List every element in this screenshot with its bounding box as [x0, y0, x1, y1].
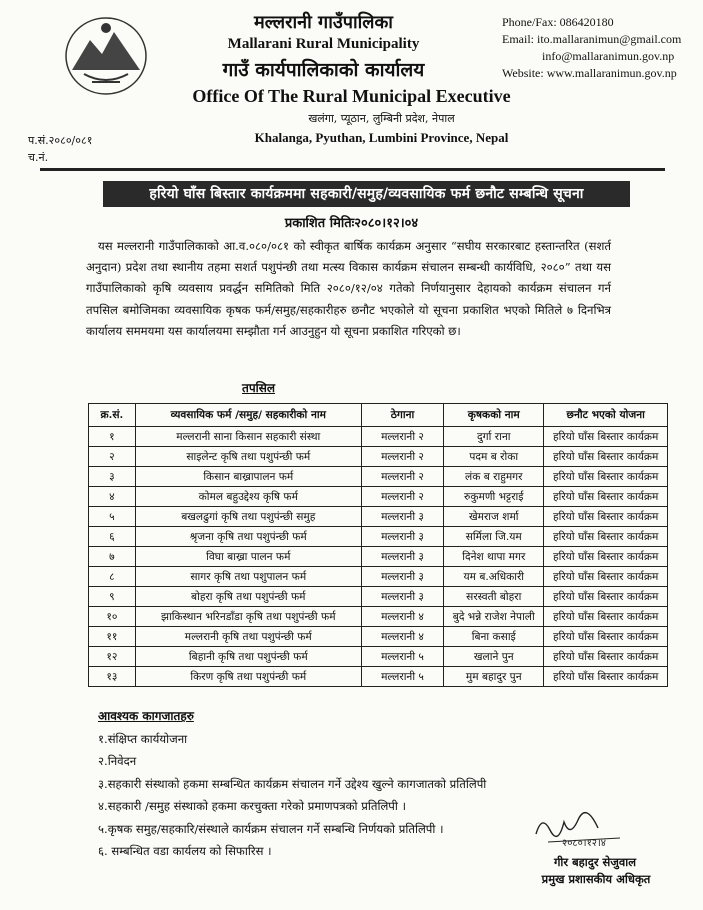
table-row: [89, 627, 668, 647]
table-row: [89, 487, 668, 507]
doc-item: ४.सहकारी /समुह संस्थाको हकमा करचुक्ता गरेको प्रमाणपत्रको प्रतिलिपी ।: [98, 799, 406, 814]
cell-farmer-name: लंक ब राहुमगर: [444, 467, 544, 487]
cell-address: मल्लरानी ३: [361, 587, 443, 607]
table-row: [89, 427, 668, 447]
cell-farmer-name: मुम बहादुर पुन: [444, 667, 544, 687]
cell-firm-name: विघा बाख्रा पालन फर्म: [135, 547, 361, 567]
table-row: [89, 607, 668, 627]
cell-scheme: हरियो घाँस बिस्तार कार्यक्रम: [544, 587, 668, 607]
cell-scheme: हरियो घाँस बिस्तार कार्यक्रम: [544, 507, 668, 527]
col-header-scheme: छनौट भएको योजना: [544, 404, 668, 427]
cell-address: मल्लरानी २: [361, 447, 443, 467]
table-row: [89, 667, 668, 687]
table-header-row: [89, 404, 668, 427]
cell-sn: ७: [89, 547, 136, 567]
cell-firm-name: बिहानी कृषि तथा पशुपंन्छी फर्म: [135, 647, 361, 667]
org-name-english: Mallarani Rural Municipality: [227, 36, 420, 52]
cell-firm-name: मल्लरानी कृषि तथा पशुपंन्छी फर्म: [135, 627, 361, 647]
cell-sn: ५: [89, 507, 136, 527]
cell-firm-name: किरण कृषि तथा पशुपंन्छी फर्म: [135, 667, 361, 687]
office-name-english: Office Of The Rural Municipal Executive: [192, 86, 511, 106]
signatory-name: गीर बहादुर सेजुवाल: [553, 855, 637, 869]
cell-farmer-name: दिनेश थापा मगर: [444, 547, 544, 567]
cell-scheme: हरियो घाँस बिस्तार कार्यक्रम: [544, 427, 668, 447]
table-row: [89, 447, 668, 467]
office-name-nepali: गाउँ कार्यपालिकाको कार्यालय: [222, 59, 425, 81]
table-row: [89, 647, 668, 667]
org-name-nepali: मल्लरानी गाउँपालिका: [254, 12, 393, 33]
cell-sn: ६: [89, 527, 136, 547]
doc-item: १.संक्षिप्त कार्ययोजना: [98, 732, 188, 746]
cell-sn: ४: [89, 487, 136, 507]
reference-number: प.सं.२०८०/०८१: [28, 134, 93, 147]
cell-farmer-name: बुदे भन्ने राजेश नेपाली: [444, 607, 544, 627]
signature: [528, 808, 628, 848]
doc-item: २.निवेदन: [98, 754, 137, 769]
cell-sn: ३: [89, 467, 136, 487]
cell-scheme: हरियो घाँस बिस्तार कार्यक्रम: [544, 547, 668, 567]
cell-firm-name: झाकिस्थान भरिनडाँडा कृषि तथा पशुपंन्छी फर्म: [135, 607, 361, 627]
cell-sn: ११: [89, 627, 136, 647]
cell-sn: १०: [89, 607, 136, 627]
cell-farmer-name: पदम ब रोका: [444, 447, 544, 467]
cell-farmer-name: रुकुमणी भट्टराई: [444, 487, 544, 507]
cell-sn: १२: [89, 647, 136, 667]
website: Website: www.mallaranimun.gov.np: [502, 66, 677, 80]
cell-farmer-name: यम ब.अधिकारी: [444, 567, 544, 587]
cell-scheme: हरियो घाँस बिस्तार कार्यक्रम: [544, 607, 668, 627]
cell-firm-name: कोमल बहुउद्देश्य कृषि फर्म: [135, 487, 361, 507]
doc-item: ३.सहकारी संस्थाको हकमा सम्बन्धित कार्यक्रम संचालन गर्ने उद्देश्य खुल्ने कागजातको प्रतिलिपी: [98, 776, 487, 791]
doc-item: ५.कृषक समुह/सहकारि/संस्थाले कार्यक्रम संचालन गर्ने सम्बन्धि निर्णयको प्रतिलिपी ।: [98, 821, 444, 836]
cell-address: मल्लरानी २: [361, 467, 443, 487]
cell-scheme: हरियो घाँस बिस्तार कार्यक्रम: [544, 627, 668, 647]
cell-farmer-name: सरस्वती बोहरा: [444, 587, 544, 607]
required-docs-heading: आवश्यक कागजातहरु: [98, 709, 194, 723]
reference-block: [28, 132, 92, 166]
cell-scheme: हरियो घाँस बिस्तार कार्यक्रम: [544, 487, 668, 507]
cell-address: मल्लरानी २: [361, 487, 443, 507]
cell-sn: ९: [89, 587, 136, 607]
cell-scheme: हरियो घाँस बिस्तार कार्यक्रम: [544, 667, 668, 687]
cell-scheme: हरियो घाँस बिस्तार कार्यक्रम: [544, 647, 668, 667]
table-row: [89, 507, 668, 527]
signatory-designation: प्रमुख प्रशासकीय अधिकृत: [541, 872, 651, 886]
cell-firm-name: बखलढुगां कृषि तथा पशुपंन्छी समुह: [135, 507, 361, 527]
required-docs-list: [98, 728, 486, 862]
cell-sn: १: [89, 427, 136, 447]
table-row: [89, 547, 668, 567]
address-english: Khalanga, Pyuthan, Lumbini Province, Nepal: [254, 130, 509, 145]
notice-body: यस मल्लरानी गाउँपालिकाको आ.व.०८०/०८१ को स्वीकृत बार्षिक कार्यक्रम अनुसार “सघीय सरकारबाट हस्तान्तरित (सशर्त अनुदान) प्रदेश तथा स्थानीय तहमा सशर्त पशुपंन्छी तथा मत्स्य विकास कार्यक्रम संचालन सम्बन्धी कार्यविधि, २०८०” तथा यस गाउँपालिकाको कृषि व्यवसाय प्रवर्द्धन समितिको मिति २०८०/१२/०४ गतेको निर्णयानुसार देहायको कार्यक्रम संचालन गर्न तपसिल बमोजिमका व्यवसायिक कृषक फर्म/समुह/सहकारीहरु छनौट भएकोले यो सूचना प्रकाशित भएको मितिले ७ दिनभित्र कार्यालय सममयमा यस कार्यालयमा सम्झौता गर्न आउनुहुन यो सूचना प्रकाशित गरिएको छ।: [86, 239, 611, 338]
col-header-firm: व्यवसायिक फर्म /समुह/ सहकारीको नाम: [135, 404, 361, 427]
cell-scheme: हरियो घाँस बिस्तार कार्यक्रम: [544, 447, 668, 467]
details-label: तपसिल: [242, 381, 276, 395]
cell-sn: १३: [89, 667, 136, 687]
cell-address: मल्लरानी ३: [361, 527, 443, 547]
cell-address: मल्लरानी ५: [361, 647, 443, 667]
cell-farmer-name: बिना कसाई: [444, 627, 544, 647]
header-divider: [40, 168, 665, 171]
cell-scheme: हरियो घाँस बिस्तार कार्यक्रम: [544, 527, 668, 547]
cell-address: मल्लरानी ३: [361, 547, 443, 567]
contact-block: [502, 14, 681, 82]
cell-farmer-name: सर्मिला जि.यम: [444, 527, 544, 547]
phone-fax: Phone/Fax: 086420180: [502, 15, 614, 29]
cell-address: मल्लरानी २: [361, 427, 443, 447]
selection-table: [88, 403, 668, 687]
address-nepali: खलंगा, प्यूठान, लुम्बिनी प्रदेश, नेपाल: [308, 112, 455, 125]
signature-date: २०८०।१२।४: [562, 838, 606, 848]
cell-firm-name: मल्लरानी साना किसान सहकारी संस्था: [135, 427, 361, 447]
email-primary: Email: ito.mallaranimun@gmail.com: [502, 32, 682, 46]
cell-farmer-name: खेमराज शर्मा: [444, 507, 544, 527]
cell-address: मल्लरानी ४: [361, 607, 443, 627]
table-row: [89, 587, 668, 607]
cell-address: मल्लरानी ३: [361, 567, 443, 587]
cell-scheme: हरियो घाँस बिस्तार कार्यक्रम: [544, 567, 668, 587]
cell-sn: ८: [89, 567, 136, 587]
col-header-address: ठेगाना: [361, 404, 443, 427]
cell-firm-name: बोहरा कृषि तथा पशुपंन्छी फर्म: [135, 587, 361, 607]
cell-address: मल्लरानी ४: [361, 627, 443, 647]
cell-farmer-name: खलाने पुन: [444, 647, 544, 667]
table-row: [89, 467, 668, 487]
cell-scheme: हरियो घाँस बिस्तार कार्यक्रम: [544, 467, 668, 487]
cell-firm-name: सागर कृषि तथा पशुपालन फर्म: [135, 567, 361, 587]
cell-sn: २: [89, 447, 136, 467]
col-header-farmer: कृषकको नाम: [444, 404, 544, 427]
cell-firm-name: साइलेन्ट कृषि तथा पशुपंन्छी फर्म: [135, 447, 361, 467]
cell-address: मल्लरानी ५: [361, 667, 443, 687]
cell-firm-name: श्रृजना कृषि तथा पशुपंन्छी फर्म: [135, 527, 361, 547]
table-row: [89, 527, 668, 547]
email-secondary: info@mallaranimun.gov.np: [542, 49, 675, 63]
cell-firm-name: किसान बाख्रापालन फर्म: [135, 467, 361, 487]
published-date: प्रकाशित मितिः२०८०।१२।०४: [284, 216, 419, 231]
cell-address: मल्लरानी ३: [361, 507, 443, 527]
doc-item: ६. सम्बन्धित वडा कार्यलय को सिफारिस ।: [98, 844, 272, 859]
cell-farmer-name: दुर्गा राना: [444, 427, 544, 447]
notice-title: हरियो घाँस बिस्तार कार्यक्रममा सहकारी/समुह/व्यवसायिक फर्म छनौट सम्बन्धि सूचना: [103, 181, 630, 207]
dispatch-number: च.नं.: [28, 151, 49, 164]
table-row: [89, 567, 668, 587]
col-header-sn: क्र.सं.: [89, 404, 136, 427]
